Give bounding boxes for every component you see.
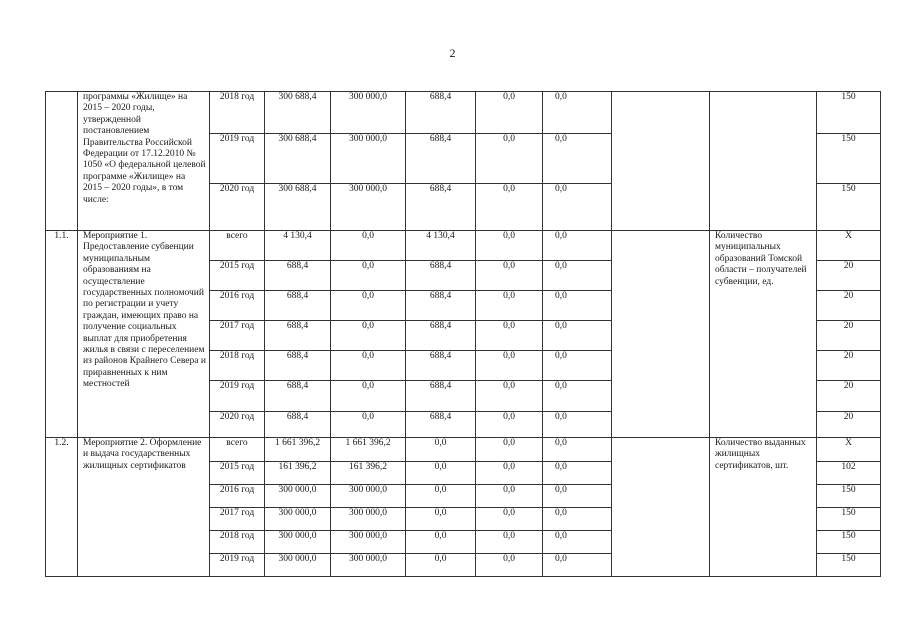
regional-budget-cell: 0,0 [406,438,476,462]
indicator-value-cell: 20 [817,351,881,381]
year-cell: 2018 год [210,92,265,134]
federal-budget-cell: 300 000,0 [331,184,406,231]
local-budget-cell: 0,0 [476,508,543,531]
regional-budget-cell: 0,0 [406,508,476,531]
indicator-value-cell: 20 [817,381,881,412]
indicator-cell [710,92,817,231]
federal-budget-cell: 0,0 [331,261,406,291]
executor-cell [612,231,710,438]
year-cell: 2019 год [210,134,265,184]
regional-budget-cell: 688,4 [406,412,476,438]
indicator-cell: Количество выданных жилищных сертификатов, шт. [710,438,817,577]
regional-budget-cell: 4 130,4 [406,231,476,261]
extrabudget-cell: 0,0 [543,321,612,351]
indicator-value-cell: 150 [817,531,881,554]
total-amount-cell: 300 000,0 [265,531,331,554]
indicator-cell: Количество муниципальных образований Томской области – получателей субвенции, ед. [710,231,817,438]
federal-budget-cell: 161 396,2 [331,462,406,485]
extrabudget-cell: 0,0 [543,92,612,134]
executor-cell [612,438,710,577]
total-amount-cell: 688,4 [265,351,331,381]
extrabudget-cell: 0,0 [543,412,612,438]
year-cell: 2020 год [210,412,265,438]
regional-budget-cell: 688,4 [406,321,476,351]
table-row [46,92,881,134]
federal-budget-cell: 0,0 [331,381,406,412]
year-cell: 2020 год [210,184,265,231]
extrabudget-cell: 0,0 [543,351,612,381]
regional-budget-cell: 688,4 [406,134,476,184]
extrabudget-cell: 0,0 [543,184,612,231]
year-cell: 2019 год [210,554,265,577]
year-cell: всего [210,438,265,462]
regional-budget-cell: 688,4 [406,381,476,412]
local-budget-cell: 0,0 [476,554,543,577]
local-budget-cell: 0,0 [476,134,543,184]
row-number-cell: 1.2. [46,438,78,577]
year-cell: 2015 год [210,462,265,485]
total-amount-cell: 688,4 [265,321,331,351]
regional-budget-cell: 688,4 [406,92,476,134]
federal-budget-cell: 0,0 [331,291,406,321]
federal-budget-cell: 300 000,0 [331,508,406,531]
local-budget-cell: 0,0 [476,261,543,291]
regional-budget-cell: 688,4 [406,261,476,291]
total-amount-cell: 1 661 396,2 [265,438,331,462]
extrabudget-cell: 0,0 [543,231,612,261]
indicator-value-cell: 20 [817,261,881,291]
year-cell: 2016 год [210,291,265,321]
federal-budget-cell: 300 000,0 [331,92,406,134]
federal-budget-cell: 300 000,0 [331,485,406,508]
year-cell: 2018 год [210,531,265,554]
local-budget-cell: 0,0 [476,531,543,554]
year-cell: 2019 год [210,381,265,412]
federal-budget-cell: 1 661 396,2 [331,438,406,462]
total-amount-cell: 688,4 [265,291,331,321]
year-cell: всего [210,231,265,261]
extrabudget-cell: 0,0 [543,531,612,554]
table-row [46,438,881,462]
local-budget-cell: 0,0 [476,92,543,134]
federal-budget-cell: 300 000,0 [331,554,406,577]
description-cell: Мероприятие 1. Предоставление субвенции муниципальным образованиям на осуществление государственных полномочий по регистрации и учету граждан, имеющих право на получение социальных выплат для приобретения жилья в связи с переселением из районов Крайнего Севера и приравненных к ним местностей [78,231,210,438]
year-cell: 2016 год [210,485,265,508]
local-budget-cell: 0,0 [476,321,543,351]
indicator-value-cell: 102 [817,462,881,485]
extrabudget-cell: 0,0 [543,508,612,531]
indicator-value-cell: 150 [817,92,881,134]
total-amount-cell: 300 000,0 [265,554,331,577]
indicator-value-cell: 20 [817,321,881,351]
federal-budget-cell: 300 000,0 [331,134,406,184]
local-budget-cell: 0,0 [476,231,543,261]
executor-cell [612,92,710,231]
indicator-value-cell: 150 [817,134,881,184]
extrabudget-cell: 0,0 [543,261,612,291]
indicator-value-cell: 150 [817,554,881,577]
year-cell: 2018 год [210,351,265,381]
total-amount-cell: 688,4 [265,381,331,412]
regional-budget-cell: 0,0 [406,554,476,577]
total-amount-cell: 688,4 [265,412,331,438]
local-budget-cell: 0,0 [476,412,543,438]
regional-budget-cell: 688,4 [406,184,476,231]
year-cell: 2015 год [210,261,265,291]
regional-budget-cell: 688,4 [406,351,476,381]
regional-budget-cell: 688,4 [406,291,476,321]
extrabudget-cell: 0,0 [543,554,612,577]
description-cell: Мероприятие 2. Оформление и выдача государственных жилищных сертификатов [78,438,210,577]
extrabudget-cell: 0,0 [543,462,612,485]
table-row [46,231,881,261]
indicator-value-cell: 150 [817,184,881,231]
program-funding-table [45,91,881,577]
extrabudget-cell: 0,0 [543,381,612,412]
year-cell: 2017 год [210,508,265,531]
extrabudget-cell: 0,0 [543,291,612,321]
local-budget-cell: 0,0 [476,485,543,508]
extrabudget-cell: 0,0 [543,134,612,184]
local-budget-cell: 0,0 [476,184,543,231]
row-number-cell [46,92,78,231]
extrabudget-cell: 0,0 [543,438,612,462]
federal-budget-cell: 300 000,0 [331,531,406,554]
regional-budget-cell: 0,0 [406,485,476,508]
page-number: 2 [449,46,456,60]
total-amount-cell: 300 688,4 [265,92,331,134]
indicator-value-cell: Х [817,438,881,462]
federal-budget-cell: 0,0 [331,321,406,351]
row-number-cell: 1.1. [46,231,78,438]
indicator-value-cell: 150 [817,508,881,531]
indicator-value-cell: 20 [817,412,881,438]
total-amount-cell: 161 396,2 [265,462,331,485]
regional-budget-cell: 0,0 [406,531,476,554]
total-amount-cell: 4 130,4 [265,231,331,261]
regional-budget-cell: 0,0 [406,462,476,485]
indicator-value-cell: 150 [817,485,881,508]
extrabudget-cell: 0,0 [543,485,612,508]
local-budget-cell: 0,0 [476,291,543,321]
total-amount-cell: 300 688,4 [265,134,331,184]
total-amount-cell: 300 000,0 [265,485,331,508]
year-cell: 2017 год [210,321,265,351]
indicator-value-cell: Х [817,231,881,261]
local-budget-cell: 0,0 [476,351,543,381]
federal-budget-cell: 0,0 [331,231,406,261]
total-amount-cell: 300 000,0 [265,508,331,531]
total-amount-cell: 688,4 [265,261,331,291]
local-budget-cell: 0,0 [476,381,543,412]
local-budget-cell: 0,0 [476,462,543,485]
description-cell: программы «Жилище» на 2015 – 2020 годы, утвержденной постановлением Правительства Российской Федерации от 17.12.2010 № 1050 «О федеральной целевой программе «Жилище» на 2015 – 2020 годы», в том числе: [78,92,210,231]
federal-budget-cell: 0,0 [331,351,406,381]
local-budget-cell: 0,0 [476,438,543,462]
total-amount-cell: 300 688,4 [265,184,331,231]
federal-budget-cell: 0,0 [331,412,406,438]
indicator-value-cell: 20 [817,291,881,321]
